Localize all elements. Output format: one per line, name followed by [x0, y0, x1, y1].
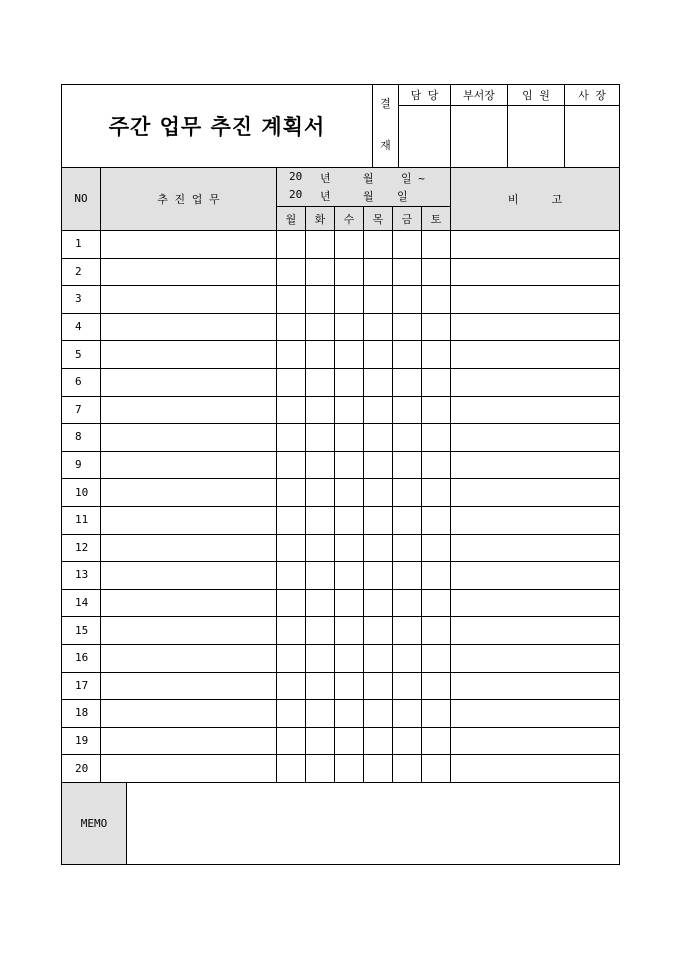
day-wed: 수	[343, 212, 355, 226]
date-end-year-unit: 년	[320, 190, 331, 203]
day-cell[interactable]	[277, 479, 305, 506]
day-cell[interactable]	[306, 617, 334, 644]
day-cell[interactable]	[277, 452, 305, 479]
task-cell[interactable]	[101, 424, 276, 451]
date-start-month-unit: 월	[363, 172, 374, 185]
remarks-cell[interactable]	[451, 231, 619, 258]
day-cell[interactable]	[277, 341, 305, 368]
task-cell[interactable]	[101, 700, 276, 727]
memo-area[interactable]	[127, 783, 619, 864]
remarks-cell[interactable]	[451, 590, 619, 617]
day-cell[interactable]	[364, 617, 392, 644]
remarks-cell[interactable]	[451, 617, 619, 644]
day-cell[interactable]	[422, 286, 450, 313]
task-cell[interactable]	[101, 728, 276, 755]
day-cell[interactable]	[335, 617, 363, 644]
day-cell[interactable]	[422, 590, 450, 617]
day-cell[interactable]	[422, 700, 450, 727]
day-cell[interactable]	[364, 755, 392, 782]
day-cell[interactable]	[335, 479, 363, 506]
row-number: 6	[75, 375, 82, 389]
day-cell[interactable]	[306, 673, 334, 700]
row-number: 5	[75, 347, 82, 361]
day-cell[interactable]	[277, 369, 305, 396]
day-cell[interactable]	[306, 728, 334, 755]
day-cell[interactable]	[277, 259, 305, 286]
row-number: 9	[75, 458, 82, 472]
task-cell[interactable]	[101, 673, 276, 700]
day-cell[interactable]	[335, 700, 363, 727]
date-start-day-unit: 일 ~	[401, 172, 425, 185]
day-cell[interactable]	[364, 424, 392, 451]
day-cell[interactable]	[335, 397, 363, 424]
approval-col-dept-head: 부서장	[463, 89, 495, 102]
day-cell[interactable]	[277, 590, 305, 617]
day-cell[interactable]	[393, 728, 421, 755]
memo-label: MEMO	[80, 816, 108, 830]
day-cell[interactable]	[306, 369, 334, 396]
day-cell[interactable]	[277, 673, 305, 700]
day-cell[interactable]	[277, 728, 305, 755]
day-cell[interactable]	[335, 673, 363, 700]
day-cell[interactable]	[393, 369, 421, 396]
header-task: 추 진 업 무	[157, 192, 220, 206]
day-cell[interactable]	[306, 341, 334, 368]
date-start-year: 20	[289, 170, 303, 183]
day-cell[interactable]	[393, 314, 421, 341]
day-cell[interactable]	[335, 231, 363, 258]
day-cell[interactable]	[393, 341, 421, 368]
day-cell[interactable]	[422, 424, 450, 451]
remarks-cell[interactable]	[451, 507, 619, 534]
day-cell[interactable]	[306, 645, 334, 672]
day-cell[interactable]	[364, 259, 392, 286]
date-end-year: 20	[289, 188, 303, 201]
day-cell[interactable]	[393, 507, 421, 534]
day-cell[interactable]	[364, 535, 392, 562]
remarks-cell[interactable]	[451, 259, 619, 286]
day-cell[interactable]	[393, 700, 421, 727]
day-cell[interactable]	[277, 314, 305, 341]
day-cell[interactable]	[277, 507, 305, 534]
day-cell[interactable]	[422, 755, 450, 782]
day-cell[interactable]	[335, 728, 363, 755]
day-cell[interactable]	[364, 286, 392, 313]
task-cell[interactable]	[101, 590, 276, 617]
approval-label-top: 결	[380, 97, 391, 110]
day-cell[interactable]	[335, 369, 363, 396]
day-cell[interactable]	[306, 314, 334, 341]
day-cell[interactable]	[422, 314, 450, 341]
day-cell[interactable]	[306, 700, 334, 727]
remarks-cell[interactable]	[451, 673, 619, 700]
day-cell[interactable]	[335, 562, 363, 589]
day-cell[interactable]	[306, 259, 334, 286]
day-cell[interactable]	[393, 479, 421, 506]
day-thu: 목	[372, 212, 384, 226]
day-cell[interactable]	[422, 562, 450, 589]
day-fri: 금	[401, 212, 413, 226]
day-cell[interactable]	[422, 507, 450, 534]
row-number: 3	[75, 292, 82, 306]
task-cell[interactable]	[101, 755, 276, 782]
day-cell[interactable]	[277, 397, 305, 424]
day-cell[interactable]	[306, 452, 334, 479]
task-cell[interactable]	[101, 341, 276, 368]
day-cell[interactable]	[393, 673, 421, 700]
day-cell[interactable]	[277, 617, 305, 644]
task-cell[interactable]	[101, 397, 276, 424]
approval-col-manager: 담 당	[410, 89, 439, 102]
day-cell[interactable]	[335, 507, 363, 534]
day-cell[interactable]	[364, 231, 392, 258]
task-cell[interactable]	[101, 314, 276, 341]
day-cell[interactable]	[277, 286, 305, 313]
remarks-cell[interactable]	[451, 286, 619, 313]
approval-col-executive: 임 원	[522, 89, 550, 102]
row-number: 4	[75, 320, 82, 334]
remarks-cell[interactable]	[451, 314, 619, 341]
day-cell[interactable]	[393, 590, 421, 617]
day-cell[interactable]	[306, 397, 334, 424]
day-cell[interactable]	[335, 590, 363, 617]
day-cell[interactable]	[422, 617, 450, 644]
day-cell[interactable]	[422, 369, 450, 396]
day-cell[interactable]	[364, 479, 392, 506]
day-cell[interactable]	[422, 728, 450, 755]
day-cell[interactable]	[277, 424, 305, 451]
row-number: 17	[75, 678, 89, 692]
day-cell[interactable]	[364, 507, 392, 534]
day-mon: 월	[285, 212, 297, 226]
date-start-year-unit: 년	[320, 172, 331, 185]
day-cell[interactable]	[393, 259, 421, 286]
task-cell[interactable]	[101, 452, 276, 479]
day-cell[interactable]	[422, 341, 450, 368]
remarks-cell[interactable]	[451, 535, 619, 562]
task-cell[interactable]	[101, 645, 276, 672]
day-cell[interactable]	[306, 231, 334, 258]
day-cell[interactable]	[393, 397, 421, 424]
remarks-cell[interactable]	[451, 700, 619, 727]
task-cell[interactable]	[101, 369, 276, 396]
day-cell[interactable]	[393, 617, 421, 644]
day-cell[interactable]	[277, 755, 305, 782]
remarks-cell[interactable]	[451, 397, 619, 424]
remarks-cell[interactable]	[451, 562, 619, 589]
day-cell[interactable]	[422, 231, 450, 258]
day-cell[interactable]	[335, 535, 363, 562]
day-cell[interactable]	[277, 562, 305, 589]
day-cell[interactable]	[335, 424, 363, 451]
row-number: 20	[75, 761, 89, 775]
task-cell[interactable]	[101, 535, 276, 562]
day-cell[interactable]	[422, 452, 450, 479]
day-cell[interactable]	[393, 424, 421, 451]
row-number: 18	[75, 706, 89, 720]
row-number: 2	[75, 264, 82, 278]
row-number: 14	[75, 596, 89, 610]
day-cell[interactable]	[364, 700, 392, 727]
day-cell[interactable]	[335, 452, 363, 479]
day-cell[interactable]	[364, 562, 392, 589]
row-number: 13	[75, 568, 89, 582]
day-cell[interactable]	[422, 259, 450, 286]
day-cell[interactable]	[306, 562, 334, 589]
remarks-cell[interactable]	[451, 341, 619, 368]
task-cell[interactable]	[101, 231, 276, 258]
day-cell[interactable]	[335, 259, 363, 286]
remarks-cell[interactable]	[451, 645, 619, 672]
day-cell[interactable]	[364, 341, 392, 368]
day-cell[interactable]	[393, 231, 421, 258]
day-cell[interactable]	[364, 645, 392, 672]
day-sat: 토	[430, 212, 442, 226]
day-tue: 화	[314, 212, 326, 226]
day-cell[interactable]	[335, 314, 363, 341]
day-cell[interactable]	[306, 755, 334, 782]
task-cell[interactable]	[101, 286, 276, 313]
day-cell[interactable]	[422, 535, 450, 562]
remarks-cell[interactable]	[451, 424, 619, 451]
day-cell[interactable]	[422, 479, 450, 506]
row-number: 8	[75, 430, 82, 444]
day-cell[interactable]	[393, 452, 421, 479]
day-cell[interactable]	[277, 535, 305, 562]
day-cell[interactable]	[422, 673, 450, 700]
row-number: 11	[75, 513, 89, 527]
day-cell[interactable]	[364, 673, 392, 700]
task-cell[interactable]	[101, 562, 276, 589]
remarks-cell[interactable]	[451, 755, 619, 782]
day-cell[interactable]	[393, 535, 421, 562]
date-end-month-unit: 월	[363, 190, 374, 203]
day-cell[interactable]	[422, 645, 450, 672]
task-cell[interactable]	[101, 259, 276, 286]
row-number: 7	[75, 402, 82, 416]
day-cell[interactable]	[277, 700, 305, 727]
day-cell[interactable]	[306, 286, 334, 313]
form-title: 주간 업무 추진 계획서	[108, 114, 326, 139]
remarks-cell[interactable]	[451, 369, 619, 396]
day-cell[interactable]	[335, 755, 363, 782]
day-cell[interactable]	[393, 562, 421, 589]
day-cell[interactable]	[306, 424, 334, 451]
day-cell[interactable]	[335, 645, 363, 672]
day-cell[interactable]	[364, 369, 392, 396]
row-number: 16	[75, 651, 89, 665]
day-cell[interactable]	[306, 590, 334, 617]
row-number: 1	[75, 237, 82, 251]
remarks-cell[interactable]	[451, 479, 619, 506]
day-cell[interactable]	[306, 507, 334, 534]
day-cell[interactable]	[393, 286, 421, 313]
day-cell[interactable]	[364, 452, 392, 479]
day-cell[interactable]	[306, 479, 334, 506]
day-cell[interactable]	[393, 645, 421, 672]
day-cell[interactable]	[306, 535, 334, 562]
task-cell[interactable]	[101, 507, 276, 534]
task-cell[interactable]	[101, 479, 276, 506]
day-cell[interactable]	[277, 645, 305, 672]
approval-col-president: 사 장	[578, 89, 606, 102]
row-number: 10	[75, 485, 89, 499]
day-cell[interactable]	[364, 397, 392, 424]
remarks-cell[interactable]	[451, 728, 619, 755]
header-remarks: 비 고	[507, 192, 563, 206]
row-number: 15	[75, 623, 89, 637]
day-cell[interactable]	[335, 341, 363, 368]
row-number: 12	[75, 540, 89, 554]
day-cell[interactable]	[364, 590, 392, 617]
date-end-day-unit: 일	[397, 190, 408, 203]
day-cell[interactable]	[364, 314, 392, 341]
day-cell[interactable]	[422, 397, 450, 424]
day-cell[interactable]	[277, 231, 305, 258]
remarks-cell[interactable]	[451, 452, 619, 479]
day-cell[interactable]	[393, 755, 421, 782]
row-number: 19	[75, 734, 89, 748]
day-cell[interactable]	[335, 286, 363, 313]
header-no: NO	[74, 192, 88, 205]
approval-label-bottom: 재	[380, 139, 391, 152]
task-cell[interactable]	[101, 617, 276, 644]
day-cell[interactable]	[364, 728, 392, 755]
weekly-plan-form	[61, 84, 620, 865]
